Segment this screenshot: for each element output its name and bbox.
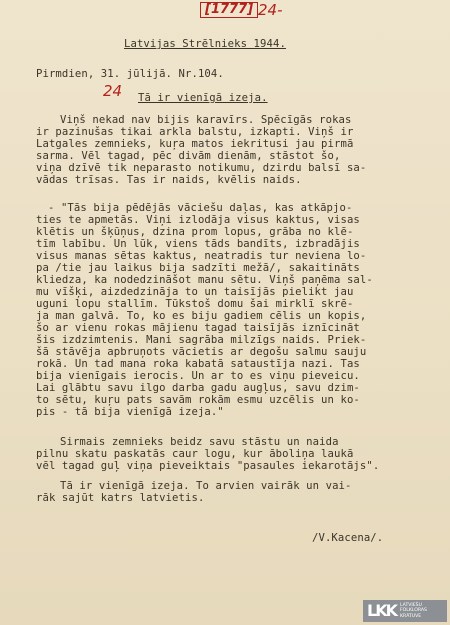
text-line: ir pazinušas tikai arkla balstu, izkapti. Viņš ir [36,126,354,138]
text-line: šo ar vienu rokas mājienu tagad taisījās iznīcināt [36,322,360,334]
text-line: mu vīšķi, aizdedzināja to un taisījās pielikt jau [36,286,354,298]
text-line: klētis un šķūņus, dzina prom lopus, grāba no klē- [36,226,354,238]
article-number-annotation: 24 [103,82,123,100]
text-line: visus manas sētas kaktus, neatradis tur neviena lo- [36,250,367,262]
text-line: rāk sajūt katrs latvietis. [36,492,205,504]
text-line: Latgales zemnieks, kuŗa matos iekritusi jau pirmā [36,138,354,150]
text-line: ja man galvā. To, ko es biju gadiem cēlis un kopis, [36,310,367,322]
text-line: to sētu, kuŗu pats savām rokām esmu uzcēlis un ko- [36,394,360,406]
text-line: šis izdzimtenis. Mani sagrāba milzīgs naids. Priek- [36,334,367,346]
newspaper-title: Latvijas Strēlnieks 1944. [124,38,286,50]
stamp-line: KRĀTUVE [400,613,422,619]
text-line: sarma. Vēl tagad, pēc divām dienām, stāstot šo, [36,150,341,162]
text-line: pilnu skatu paskatās caur logu, kur āboliņa laukā [36,448,354,460]
text-line: ties te apmetās. Viņi izlodāja visus kaktus, visas [36,214,360,226]
archive-stamp-text [400,603,427,619]
text-line: rokā. Un tad mana roka kabatā sataustīja nazi. Tas [36,358,360,370]
page-number-annotation: 24- [258,1,283,19]
text-line: Tā ir vienīgā izeja. To arvien vairāk un vai- [60,480,352,492]
archive-logo: LKK [367,600,396,620]
text-line: tīm labību. Un lūk, viens tāds bandīts, izbradājis [36,238,360,250]
text-line: pa /tie jau laikus bija sadzīti mežā/, sakaitināts [36,262,360,274]
article-title: Tā ir vienīgā izeja. [138,92,268,104]
text-line: vādas trīsas. Tas ir naids, kvēlis naids. [36,174,302,186]
text-line: bija vienīgais ierocis. Un ar to es viņu pieveicu. [36,370,360,382]
text-line: Viņš nekad nav bijis karavīrs. Spēcīgās rokas [60,114,352,126]
text-line: kliedza, ka nodedzināšot manu sētu. Viņš paņēma sal- [36,274,373,286]
archive-stamp [363,600,447,622]
stamp-line: FOLKLORAS [400,608,427,614]
author-signature: /V.Kacena/. [312,532,384,544]
text-line: pis - tā bija vienīgā izeja." [36,406,224,418]
text-line: uguni lopu stallīm. Tūkstoš domu šai mirklī skrē- [36,298,354,310]
text-line: - "Tās bija pēdējās vāciešu daļas, kas atkāpjo- [48,202,353,214]
text-line: viņa dzīvē tik neparasto notikumu, dzirdu balsī sa- [36,162,367,174]
text-line: Lai glābtu savu ilgo darba gadu augļus, savu dzim- [36,382,360,394]
text-line: šā stāvēja apbruņots vācietis ar degošu salmu sauju [36,346,367,358]
text-line: vēl tagad guļ viņa pieveiktais "pasaules iekarotājs". [36,460,380,472]
date-line: Pirmdien, 31. jūlijā. Nr.104. [36,68,224,80]
archive-number-annotation: [1777] [200,2,258,18]
text-line: Sirmais zemnieks beidz savu stāstu un naida [60,436,339,448]
stamp-line: LATVIEŠU [400,603,422,609]
